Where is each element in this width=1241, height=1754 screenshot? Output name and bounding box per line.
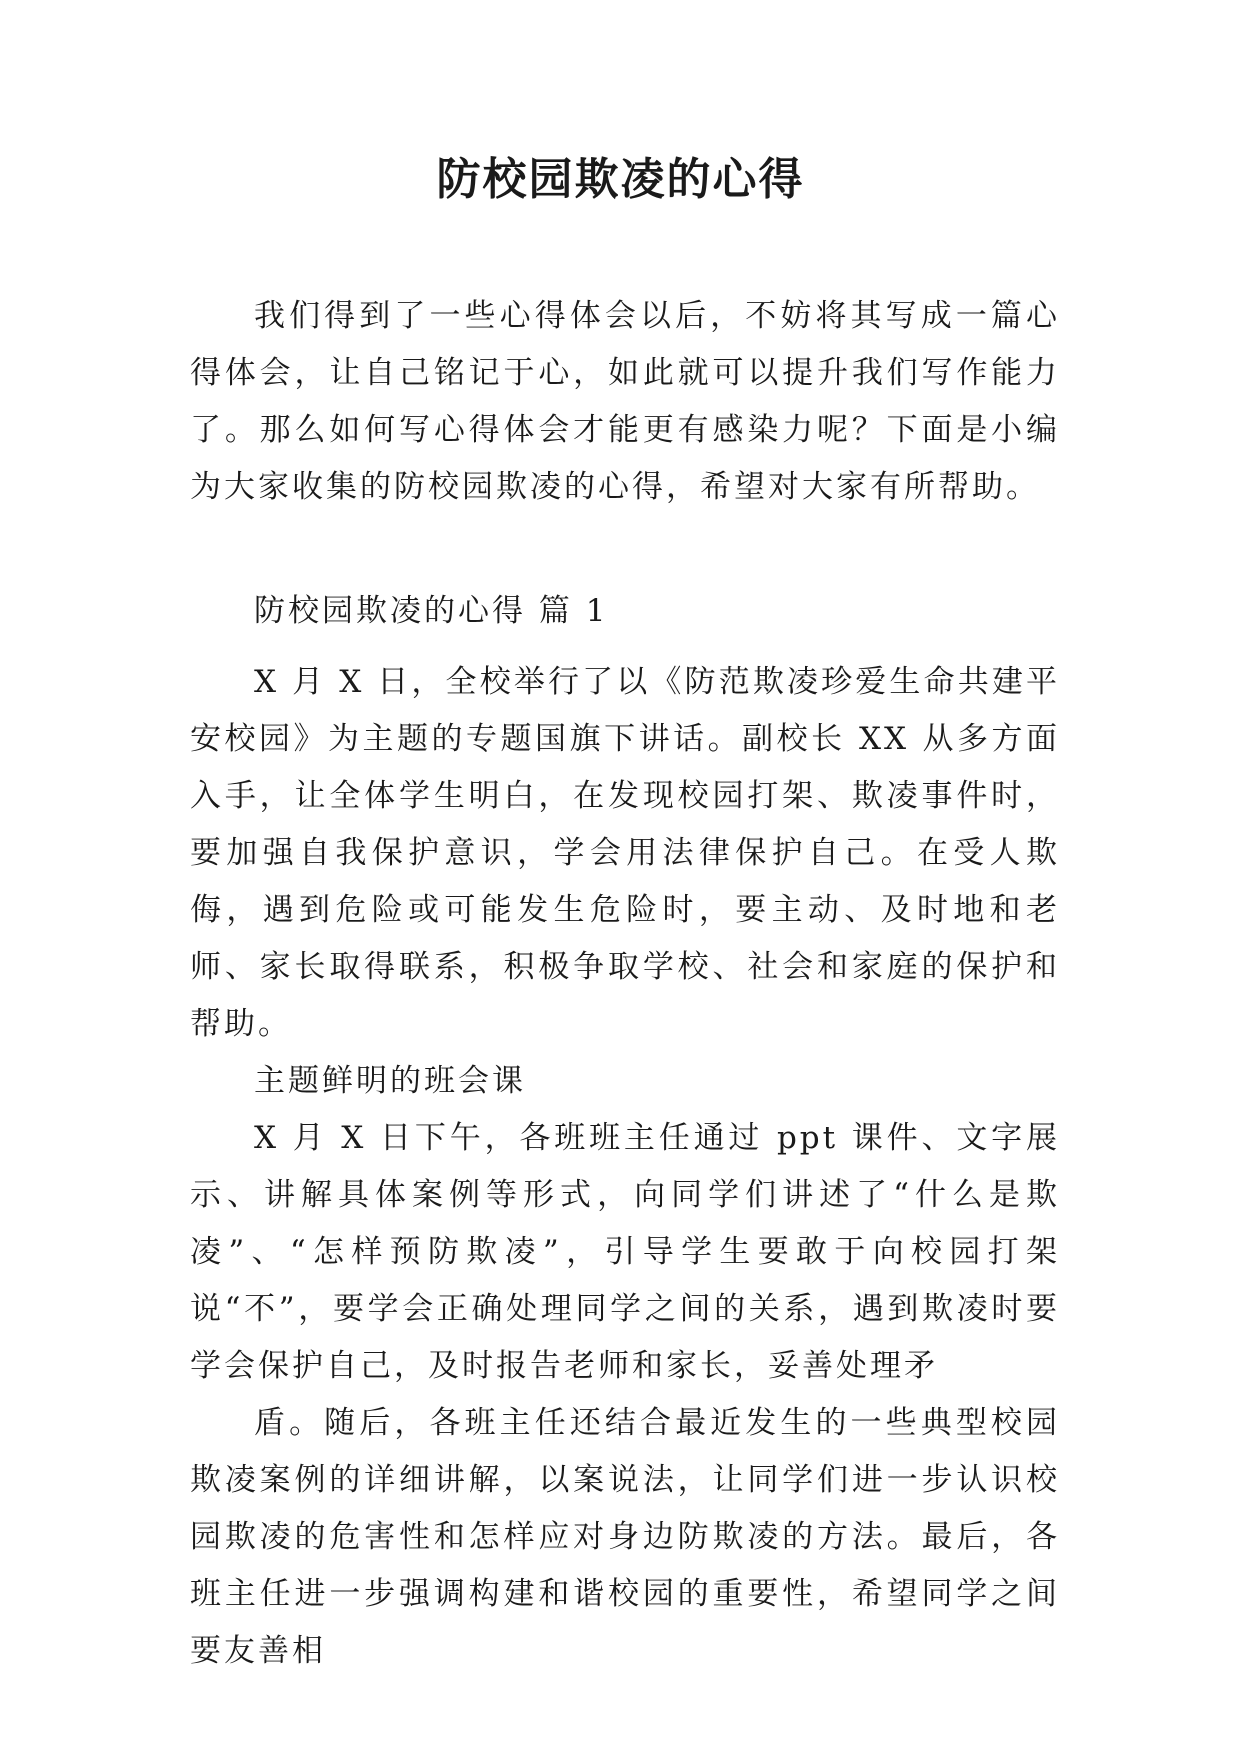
- document-title: 防校园欺凌的心得: [436, 154, 805, 205]
- section-heading-block: [190, 583, 1060, 640]
- subheading-class-meeting: 主题鲜明的班会课: [254, 1063, 526, 1099]
- paragraph-2: X 月 X 日下午，各班班主任通过 ppt 课件、文字展示、讲解具体案例等形式，向同学们讲述了“什么是欺凌”、“怎样预防欺凌”，引导学生要敢于向校园打架说“不”，要学会正确处理同学之间的关系，遇到欺凌时要学会保护自己，及时报告老师和家长，妥善处理矛: [190, 1120, 1060, 1384]
- section-heading: 防校园欺凌的心得 篇 1: [254, 593, 609, 629]
- intro-paragraph: 我们得到了一些心得体会以后，不妨将其写成一篇心得体会，让自己铭记于心，如此就可以提升我们写作能力了。那么如何写心得体会才能更有感染力呢？下面是小编为大家收集的防校园欺凌的心得，希望对大家有所帮助。: [190, 298, 1060, 505]
- paragraph-1: X 月 X 日，全校举行了以《防范欺凌珍爱生命共建平安校园》为主题的专题国旗下讲话。副校长 XX 从多方面入手，让全体学生明白，在发现校园打架、欺凌事件时，要加强自我保护意识，学会用法律保护自己。在受人欺侮，遇到危险或可能发生危险时，要主动、及时地和老师、家长取得联系，积极争取学校、社会和家庭的保护和帮助。: [190, 664, 1060, 1042]
- paragraph-3: 盾。随后，各班主任还结合最近发生的一些典型校园欺凌案例的详细讲解，以案说法，让同学们进一步认识校园欺凌的危害性和怎样应对身边防欺凌的方法。最后，各班主任进一步强调构建和谐校园的重要性，希望同学之间要友善相: [190, 1405, 1060, 1669]
- section-body: [190, 654, 1060, 1680]
- intro-paragraph-block: [190, 288, 1060, 516]
